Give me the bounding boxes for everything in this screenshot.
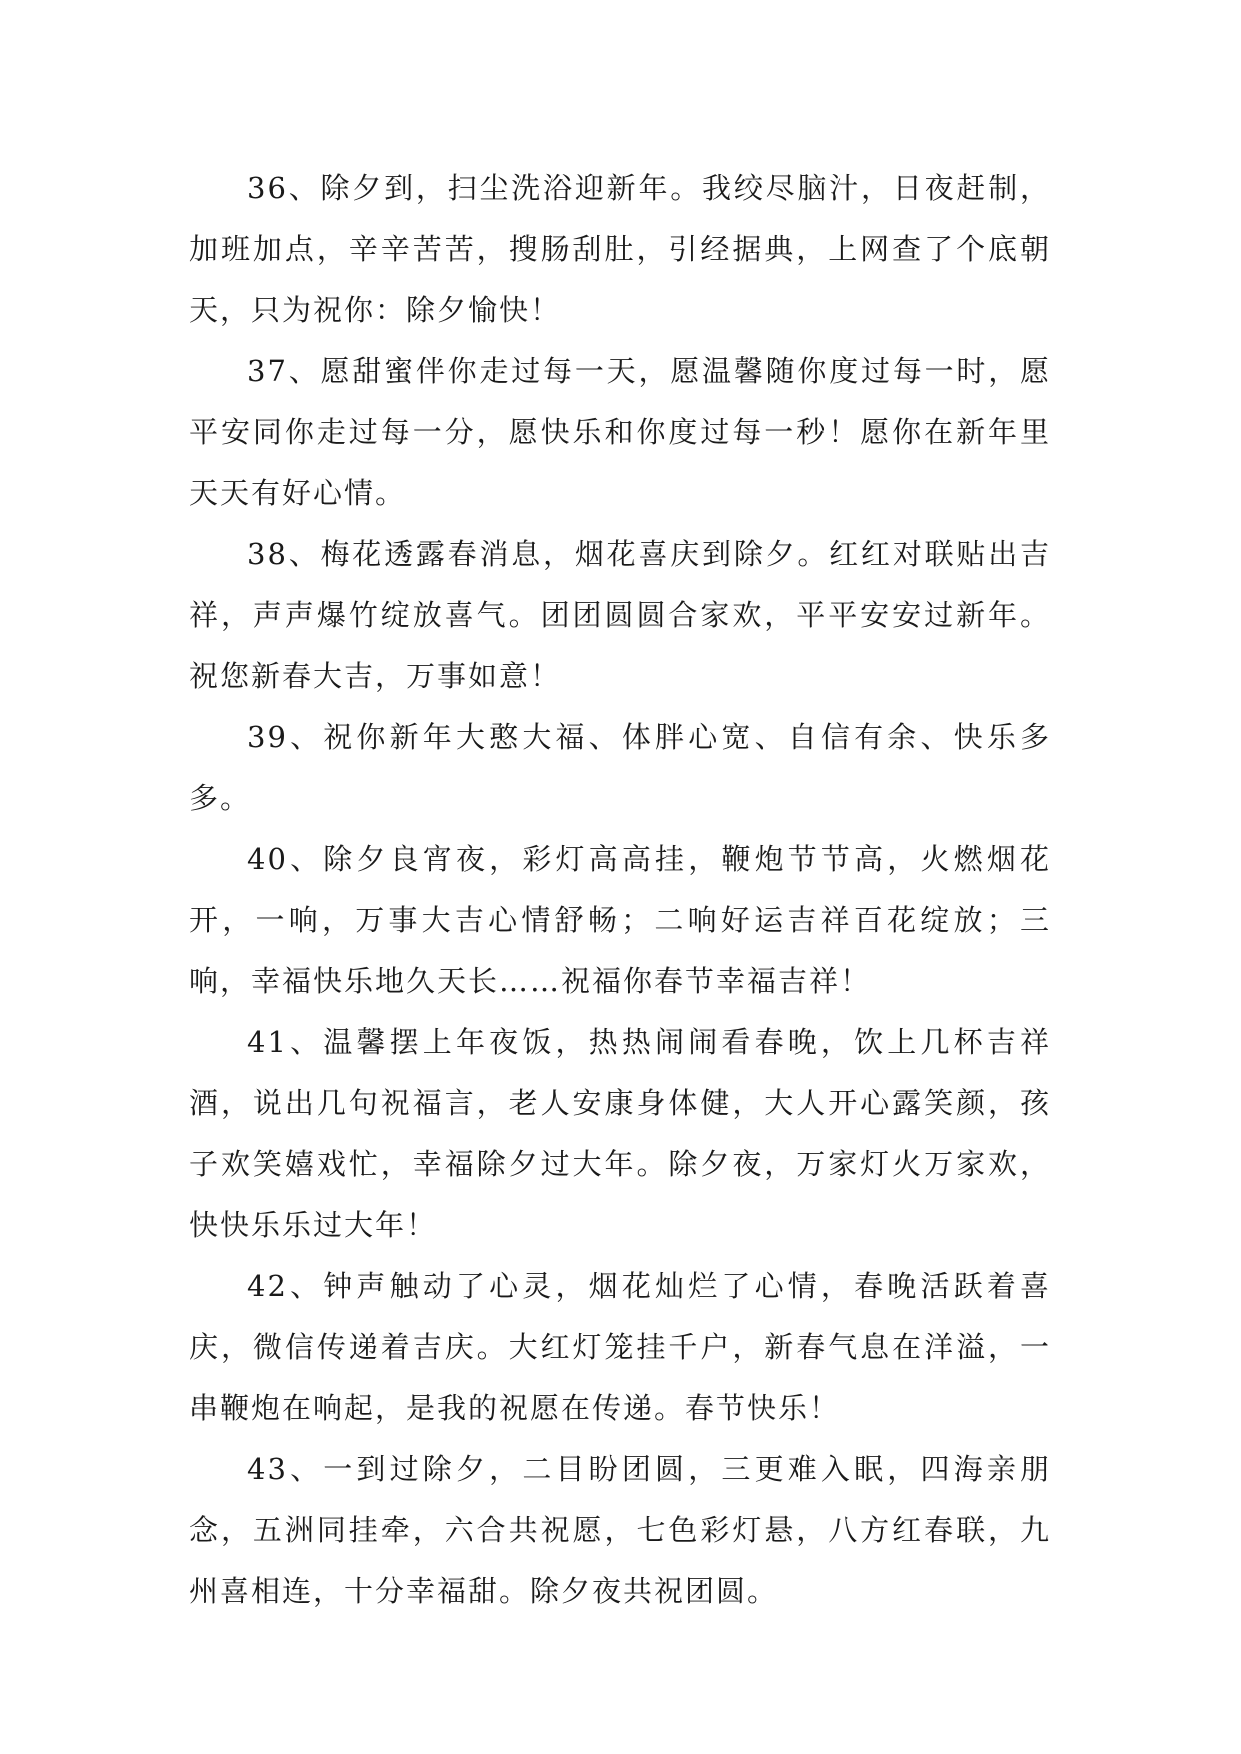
paragraph-37: 37、愿甜蜜伴你走过每一天，愿温馨随你度过每一时，愿平安同你走过每一分，愿快乐和你度过每一秒！愿你在新年里天天有好心情。: [189, 354, 1051, 510]
document-body: [189, 158, 1051, 1622]
paragraph-38: 38、梅花透露春消息，烟花喜庆到除夕。红红对联贴出吉祥，声声爆竹绽放喜气。团团圆圆合家欢，平平安安过新年。祝您新春大吉，万事如意！: [189, 537, 1051, 693]
paragraph-40: 40、除夕良宵夜，彩灯高高挂，鞭炮节节高，火燃烟花开，一响，万事大吉心情舒畅；二响好运吉祥百花绽放；三响，幸福快乐地久天长……祝福你春节幸福吉祥！: [189, 842, 1051, 998]
paragraph-39: 39、祝你新年大憨大福、体胖心宽、自信有余、快乐多多。: [189, 720, 1051, 815]
paragraph-43: 43、一到过除夕，二目盼团圆，三更难入眠，四海亲朋念，五洲同挂牵，六合共祝愿，七色彩灯悬，八方红春联，九州喜相连，十分幸福甜。除夕夜共祝团圆。: [189, 1452, 1051, 1608]
paragraph-42: 42、钟声触动了心灵，烟花灿烂了心情，春晚活跃着喜庆，微信传递着吉庆。大红灯笼挂千户，新春气息在洋溢，一串鞭炮在响起，是我的祝愿在传递。春节快乐！: [189, 1269, 1051, 1425]
paragraph-41: 41、温馨摆上年夜饭，热热闹闹看春晚，饮上几杯吉祥酒，说出几句祝福言，老人安康身体健，大人开心露笑颜，孩子欢笑嬉戏忙，幸福除夕过大年。除夕夜，万家灯火万家欢，快快乐乐过大年！: [189, 1025, 1051, 1242]
paragraph-36: 36、除夕到，扫尘洗浴迎新年。我绞尽脑汁，日夜赶制，加班加点，辛辛苦苦，搜肠刮肚，引经据典，上网查了个底朝天，只为祝你：除夕愉快！: [189, 171, 1051, 327]
